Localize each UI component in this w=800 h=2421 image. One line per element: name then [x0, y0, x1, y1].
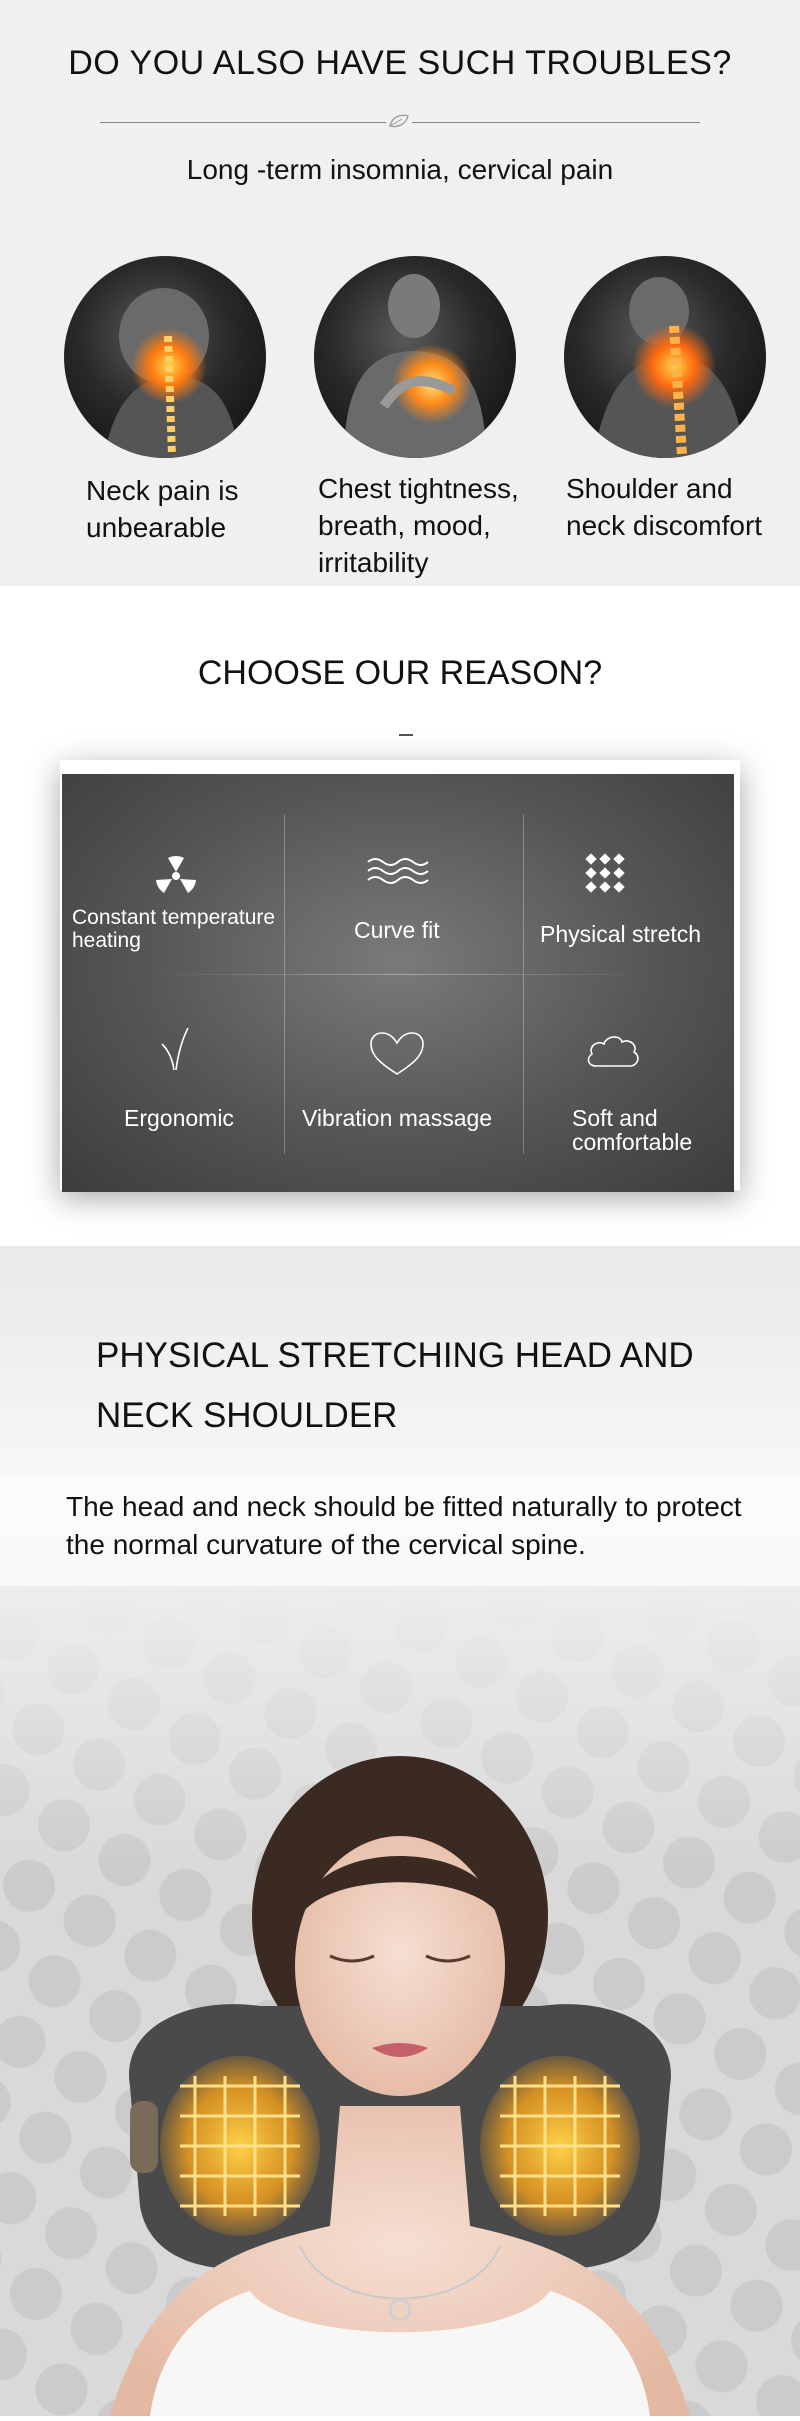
feature-constant-temperature-heating: Constant temperature heating	[72, 906, 276, 952]
caption-chest-pain: Chest tightness, breath, mood, irritability	[318, 473, 519, 578]
reasons-title: CHOOSE OUR REASON?	[197, 654, 603, 692]
title-dash	[399, 734, 413, 736]
leaf-sprout-icon	[160, 1026, 190, 1077]
wave-icon	[366, 856, 430, 891]
troubles-title: DO YOU ALSO HAVE SUCH TROUBLES?	[68, 44, 732, 82]
troubles-section	[0, 0, 800, 586]
heart-icon	[368, 1030, 426, 1081]
caption-neck-pain: Neck pain is unbearable	[86, 475, 239, 543]
caption-shoulder-pain: Shoulder and neck discomfort	[566, 473, 763, 541]
diamond-grid-icon	[582, 850, 628, 901]
feature-ergonomic: Ergonomic	[124, 1105, 234, 1131]
leaf-icon	[386, 110, 412, 132]
chest-pain-image	[314, 256, 516, 458]
woman-on-heated-neck-pillow-image	[0, 1586, 800, 2416]
stretch-title-line-2: NECK SHOULDER	[96, 1396, 398, 1435]
troubles-subtitle: Long -term insomnia, cervical pain	[186, 154, 614, 185]
neck-pain-image	[64, 256, 266, 458]
shoulder-pain-image	[564, 256, 766, 458]
feature-vibration-massage: Vibration massage	[302, 1105, 493, 1131]
stretch-title-line-1: PHYSICAL STRETCHING HEAD AND	[96, 1336, 694, 1375]
cloud-icon	[584, 1032, 642, 1077]
stretch-description: The head and neck should be fitted naturally to protect the normal curvature of the cervical spine.	[66, 1491, 742, 1560]
feature-soft-and-comfortable: Soft and comfortable	[572, 1105, 693, 1155]
feature-curve-fit: Curve fit	[354, 917, 440, 943]
reasons-section	[0, 586, 800, 1246]
radiation-heat-icon	[152, 852, 200, 901]
feature-physical-stretch: Physical stretch	[540, 921, 702, 947]
features-panel	[62, 774, 734, 1192]
stretch-section	[0, 1246, 800, 2416]
